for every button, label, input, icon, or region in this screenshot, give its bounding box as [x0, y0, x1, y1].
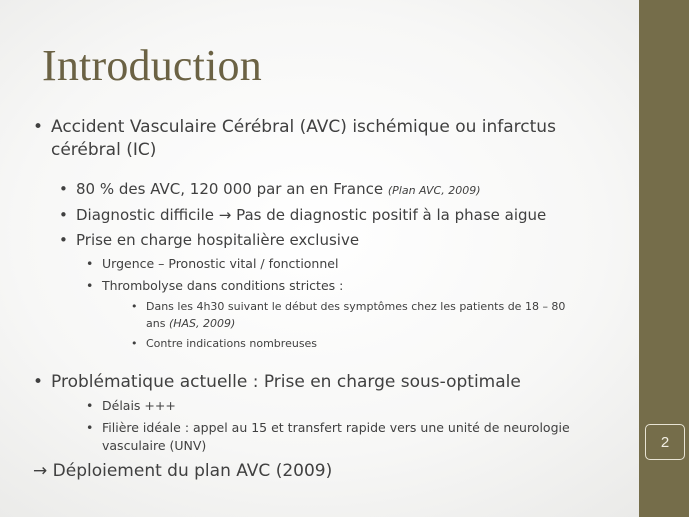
list-item-problematique	[51, 372, 521, 392]
list-item-delai-4h30-continuation	[146, 317, 235, 330]
list-item-stats	[76, 180, 481, 198]
right-arrow-icon: →	[218, 206, 232, 224]
list-item-text: Accident Vasculaire Cérébral (AVC) ischémique ou infarctus	[51, 117, 556, 137]
bullet-icon: •	[86, 420, 94, 435]
list-item-text: Délais +++	[102, 398, 176, 413]
list-item-text: vasculaire (UNV)	[102, 438, 207, 453]
list-item-text: Prise en charge hospitalière exclusive	[76, 231, 360, 249]
list-item-text: 80 % des AVC, 120 000 par an en France	[76, 180, 388, 198]
list-item-text: ans	[146, 317, 169, 330]
right-arrow-icon: →	[33, 461, 48, 481]
list-item-avc-continuation	[51, 140, 156, 160]
conclusion-text: Déploiement du plan AVC (2009)	[47, 461, 333, 481]
list-item-contre-indications	[146, 337, 317, 350]
bullet-icon: •	[86, 278, 94, 293]
list-item-text: Urgence – Pronostic vital / fonctionnel	[102, 256, 339, 271]
list-item-avc	[51, 117, 556, 137]
bullet-icon: •	[86, 256, 94, 271]
list-item-filiere	[102, 420, 570, 435]
slide-title: Introduction	[42, 41, 262, 90]
list-item-prise-en-charge	[76, 231, 359, 249]
bullet-icon: •	[33, 117, 44, 137]
list-item-text: Problématique actuelle : Prise en charge sous-optimale	[51, 372, 521, 392]
list-item-text: Dans les 4h30 suivant le début des symptômes chez les patients de 18 – 80	[146, 300, 566, 313]
citation: (HAS, 2009)	[168, 317, 236, 330]
list-item-delais	[102, 398, 176, 413]
list-item-text: Diagnostic difficile	[76, 206, 219, 224]
list-item-urgence	[102, 256, 338, 271]
list-item-delai-4h30	[146, 300, 565, 313]
list-item-filiere-continuation	[102, 438, 206, 453]
list-item-diagnostic	[76, 206, 546, 224]
list-item-text: Filière idéale : appel au 15 et transfert rapide vers une unité de neurologie	[102, 420, 570, 435]
conclusion-line	[33, 461, 332, 481]
bullet-icon: •	[59, 180, 68, 198]
list-item-text: Contre indications nombreuses	[146, 337, 318, 350]
bullet-icon: •	[131, 337, 138, 350]
list-item-text: Pas de diagnostic positif à la phase aigue	[231, 206, 547, 224]
list-item-text: cérébral (IC)	[51, 140, 157, 160]
bullet-icon: •	[131, 300, 138, 313]
list-item-thrombolyse	[102, 278, 343, 293]
bullet-icon: •	[59, 206, 68, 224]
bullet-icon: •	[33, 372, 44, 392]
list-item-text: Thrombolyse dans conditions strictes :	[102, 278, 344, 293]
bullet-icon: •	[86, 398, 94, 413]
page-number: 2	[645, 424, 685, 460]
citation: (Plan AVC, 2009)	[387, 184, 481, 197]
bullet-icon: •	[59, 231, 68, 249]
